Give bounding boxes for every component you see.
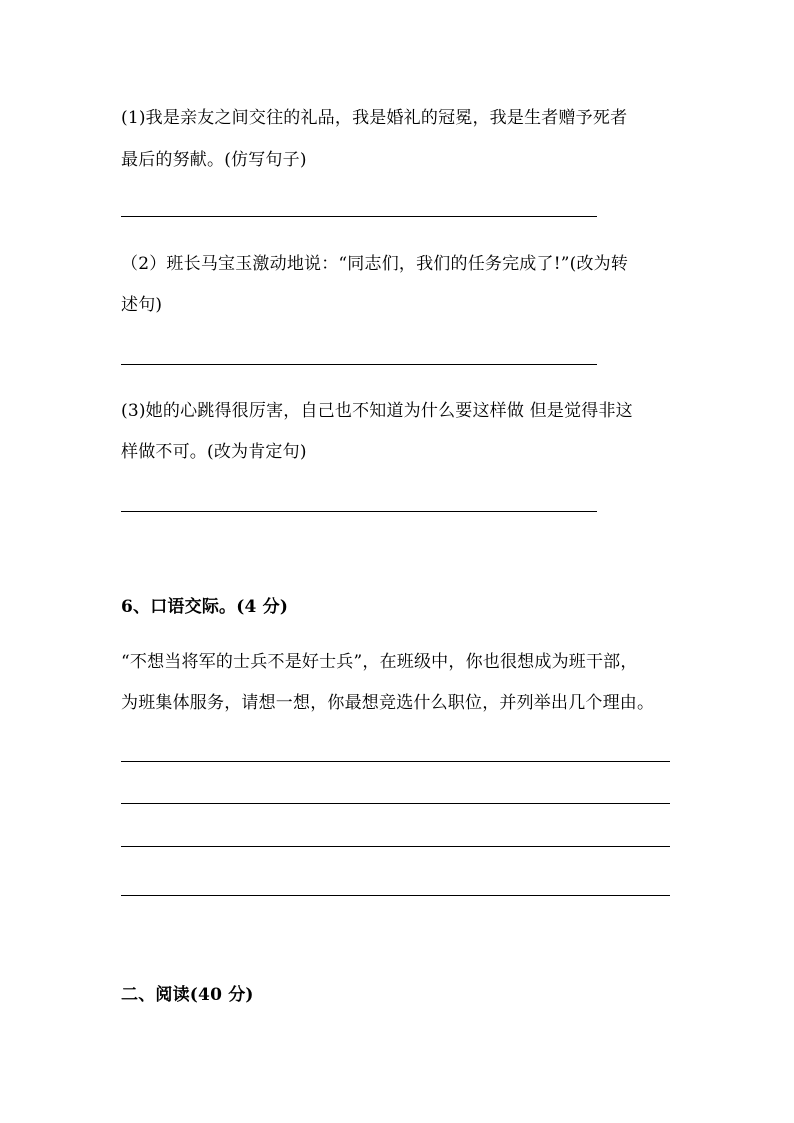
section6-prompt-line-2: 为班集体服务，请想一想，你最想竞选什么职位，并列举出几个理由。 xyxy=(121,693,655,713)
section6-answer-line-4[interactable] xyxy=(121,895,670,896)
section6-answer-line-2[interactable] xyxy=(121,803,670,804)
section6-answer-line-3[interactable] xyxy=(121,846,670,847)
q2-answer-line[interactable] xyxy=(121,364,597,365)
reading-section-title: 二、阅读(40 分) xyxy=(121,985,254,1005)
q1-text-line-2: 最后的努献。(仿写句子) xyxy=(121,150,307,170)
q1-answer-line[interactable] xyxy=(121,216,597,217)
q3-text-line-2: 样做不可。(改为肯定句) xyxy=(121,442,307,462)
q2-text-line-1: （2）班长马宝玉激动地说：“同志们，我们的任务完成了!”(改为转 xyxy=(121,254,629,274)
section6-title: 6、口语交际。(4 分) xyxy=(121,597,289,617)
section6-answer-line-1[interactable] xyxy=(121,761,670,762)
q2-text-line-2: 述句) xyxy=(121,295,163,315)
q1-text-line-1: (1)我是亲友之间交往的礼品，我是婚礼的冠冕，我是生者赠予死者 xyxy=(121,108,628,128)
q3-text-line-1: (3)她的心跳得很厉害，自己也不知道为什么要这样做 但是觉得非这 xyxy=(121,401,633,421)
section6-prompt-line-1: “不想当将军的士兵不是好士兵”，在班级中，你也很想成为班干部， xyxy=(121,652,638,672)
q3-answer-line[interactable] xyxy=(121,511,597,512)
